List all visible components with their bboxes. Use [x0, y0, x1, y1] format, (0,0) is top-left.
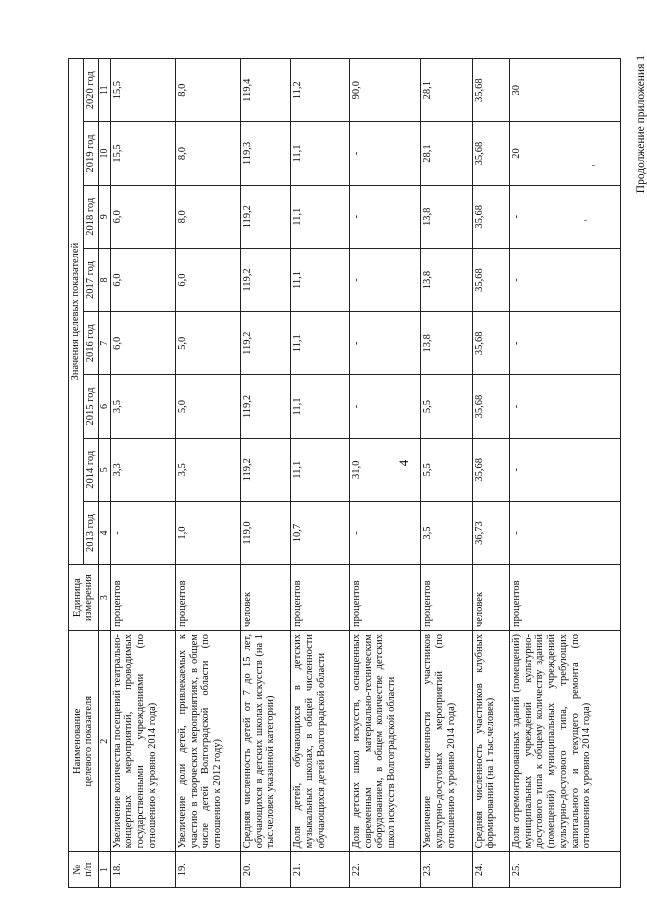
unit-cell: процентов — [291, 565, 350, 631]
value-cell: 3,5 — [110, 375, 175, 438]
row-number: 21. — [291, 852, 350, 888]
table-row — [421, 59, 472, 888]
row-number: 20. — [240, 852, 290, 888]
value-cell: 11,2 — [291, 59, 350, 122]
column-number: 10 — [98, 122, 110, 185]
unit-cell: процентов — [509, 565, 620, 631]
row-number: 22. — [349, 852, 421, 888]
header-year-2020: 2020 год — [83, 59, 98, 122]
column-number: 9 — [98, 185, 110, 248]
value-cell: 5,5 — [421, 375, 472, 438]
indicator-name: Доля детских школ искусств, оснащенных современным материально-техническим оборудованием, в общем количестве детских школ искусств Волгоградской области — [349, 631, 421, 852]
header-name: Наименование целевого показателя — [69, 631, 99, 852]
value-cell: 28,1 — [421, 122, 472, 185]
value-cell: 31,0 — [349, 438, 421, 501]
column-number: 7 — [98, 312, 110, 375]
column-number: 2 — [98, 631, 110, 852]
table-row — [349, 59, 421, 888]
header-year-2015: 2015 год — [83, 375, 98, 438]
value-cell: 35,68 — [472, 59, 509, 122]
table-row — [509, 59, 620, 888]
table-row — [110, 59, 175, 888]
value-cell: 119,2 — [240, 185, 290, 248]
row-number: 19. — [175, 852, 240, 888]
column-number: 5 — [98, 438, 110, 501]
indicator-name: Средняя численность детей от 7 до 15 лет, обучающихся в детских школах искусств (на 1 тыс.человек указанной категории) — [240, 631, 290, 852]
value-cell: 20 — [509, 122, 620, 185]
value-cell: 35,68 — [472, 312, 509, 375]
indicator-name: Увеличение доли детей, привлекаемых к участию в творческих мероприятиях, в общем числе детей Волгоградской области (по отношению к 2012 году) — [175, 631, 240, 852]
scan-artifact — [592, 165, 595, 166]
value-cell: 11,1 — [291, 248, 350, 311]
value-cell: 119,2 — [240, 375, 290, 438]
value-cell: 3,5 — [421, 501, 472, 564]
value-cell: 3,5 — [175, 438, 240, 501]
value-cell: 30 — [509, 59, 620, 122]
value-cell: - — [349, 185, 421, 248]
value-cell: - — [509, 248, 620, 311]
target-indicators-table — [68, 58, 621, 888]
value-cell: - — [349, 501, 421, 564]
column-number: 11 — [98, 59, 110, 122]
row-number: 18. — [110, 852, 175, 888]
value-cell: 119,2 — [240, 312, 290, 375]
value-cell: 90,0 — [349, 59, 421, 122]
value-cell: - — [349, 248, 421, 311]
value-cell: 5,0 — [175, 312, 240, 375]
value-cell: 13,8 — [421, 312, 472, 375]
value-cell: 13,8 — [421, 248, 472, 311]
header-num: № п/п — [69, 852, 99, 888]
unit-cell: процентов — [349, 565, 421, 631]
value-cell: 11,1 — [291, 438, 350, 501]
indicator-name: Средняя численность участников клубных формирований (на 1 тыс.человек) — [472, 631, 509, 852]
unit-cell: человек — [472, 565, 509, 631]
value-cell: 28,1 — [421, 59, 472, 122]
value-cell: - — [349, 122, 421, 185]
value-cell: - — [110, 501, 175, 564]
value-cell: - — [509, 501, 620, 564]
unit-cell: процентов — [110, 565, 175, 631]
value-cell: 11,1 — [291, 312, 350, 375]
indicator-name: Доля детей, обучающихся в детских музыкальных школах, в общей численности обучающихся детей Волгоградской области — [291, 631, 350, 852]
value-cell: - — [349, 375, 421, 438]
value-cell: 8,0 — [175, 185, 240, 248]
column-number: 1 — [98, 852, 110, 888]
value-cell: - — [509, 375, 620, 438]
value-cell: 5,5 — [421, 438, 472, 501]
column-number: 6 — [98, 375, 110, 438]
column-number-row — [98, 59, 110, 888]
table-row — [291, 59, 350, 888]
indicator-name: Доля отремонтированных зданий (помещений) муниципальных учреждений культурно-досугового типа к общему количеству зданий (помещений) муниципальных учреждений культурно-досугового типа, требующих капитального и текущего ремонта (по отношению к уровню 2014 года) — [509, 631, 620, 852]
header-unit: Единица измерения — [69, 565, 99, 631]
value-cell: 119,2 — [240, 248, 290, 311]
table-row — [240, 59, 290, 888]
table-row — [472, 59, 509, 888]
unit-cell: человек — [240, 565, 290, 631]
value-cell: 36,73 — [472, 501, 509, 564]
row-number: 23. — [421, 852, 472, 888]
row-number: 25. — [509, 852, 620, 888]
value-cell: - — [509, 185, 620, 248]
header-year-2016: 2016 год — [83, 312, 98, 375]
table-row — [175, 59, 240, 888]
value-cell: 119,0 — [240, 501, 290, 564]
value-cell: - — [509, 312, 620, 375]
header-year-2013: 2013 год — [83, 501, 98, 564]
column-number: 4 — [98, 501, 110, 564]
value-cell: 11,1 — [291, 375, 350, 438]
header-year-2018: 2018 год — [83, 185, 98, 248]
value-cell: 6,0 — [175, 248, 240, 311]
column-number: 3 — [98, 565, 110, 631]
value-cell: 15,5 — [110, 122, 175, 185]
value-cell: 119,2 — [240, 438, 290, 501]
header-year-2019: 2019 год — [83, 122, 98, 185]
page-number: 4 — [396, 459, 411, 467]
value-cell: 8,0 — [175, 122, 240, 185]
value-cell: 6,0 — [110, 312, 175, 375]
value-cell: 11,1 — [291, 122, 350, 185]
value-cell: - — [349, 312, 421, 375]
row-number: 24. — [472, 852, 509, 888]
value-cell: 13,8 — [421, 185, 472, 248]
value-cell: 119,3 — [240, 122, 290, 185]
value-cell: - — [509, 438, 620, 501]
value-cell: 35,68 — [472, 375, 509, 438]
value-cell: 5,0 — [175, 375, 240, 438]
value-cell: 1,0 — [175, 501, 240, 564]
value-cell: 119,4 — [240, 59, 290, 122]
value-cell: 35,68 — [472, 248, 509, 311]
value-cell: 10,7 — [291, 501, 350, 564]
value-cell: 6,0 — [110, 185, 175, 248]
unit-cell: процентов — [175, 565, 240, 631]
header-year-2014: 2014 год — [83, 438, 98, 501]
header-year-2017: 2017 год — [83, 248, 98, 311]
value-cell: 6,0 — [110, 248, 175, 311]
document-table-container — [68, 58, 621, 888]
value-cell: 8,0 — [175, 59, 240, 122]
value-cell: 3,3 — [110, 438, 175, 501]
unit-cell: процентов — [421, 565, 472, 631]
value-cell: 35,68 — [472, 438, 509, 501]
value-cell: 35,68 — [472, 122, 509, 185]
scan-artifact — [584, 220, 587, 221]
value-cell: 11,1 — [291, 185, 350, 248]
indicator-name: Увеличение численности участников культурно-досуговых мероприятий (по отношению к уровню 2014 года) — [421, 631, 472, 852]
value-cell: 15,5 — [110, 59, 175, 122]
column-number: 8 — [98, 248, 110, 311]
header-values-group: Значения целевых показателей — [69, 59, 84, 565]
value-cell: 35,68 — [472, 185, 509, 248]
indicator-name: Увеличение количества посещений театрально-концертных мероприятий, проводимых государственными учреждениями (по отношению к уровню 2014 года) — [110, 631, 175, 852]
continuation-label: Продолжение приложения 1 — [635, 55, 647, 194]
